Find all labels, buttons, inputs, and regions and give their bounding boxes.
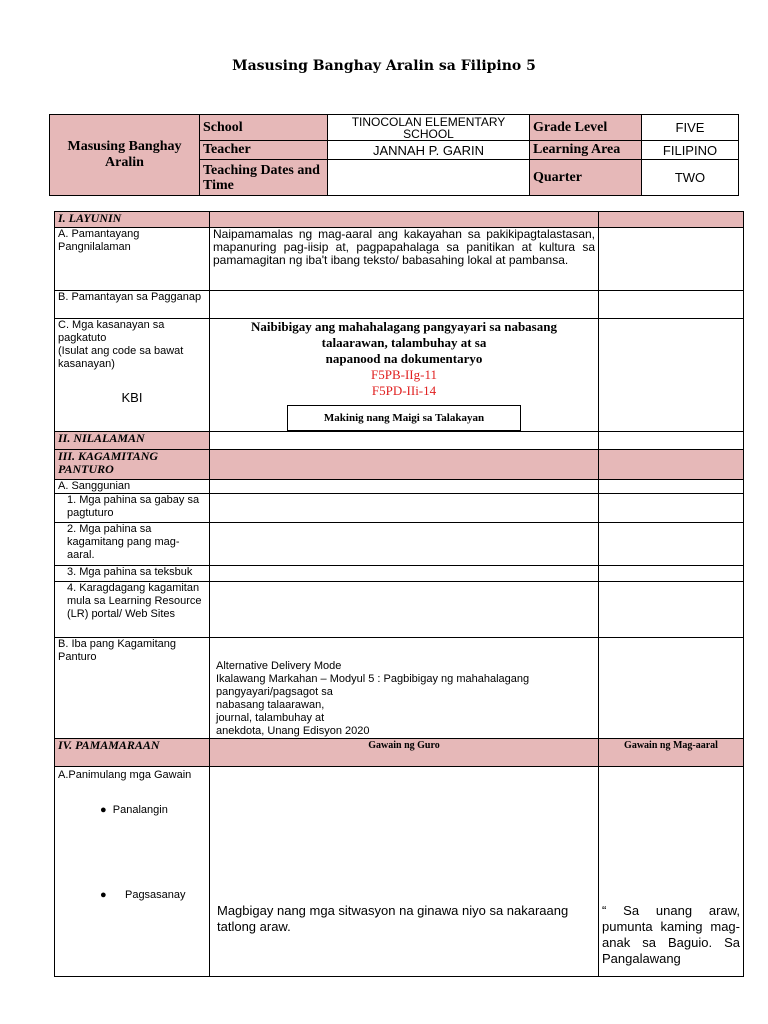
teacher-label: Teacher — [200, 141, 328, 160]
adm-line-4: journal, talambuhay at — [216, 712, 325, 724]
header-table — [49, 114, 739, 196]
bullet-pagsasanay: ● Pagsasanay — [100, 889, 186, 901]
header-left-label: Masusing Banghay Aralin — [50, 115, 200, 196]
bullet-panalangin: ● Panalangin — [100, 804, 168, 816]
sanggunian-label: A. Sanggunian — [55, 480, 210, 494]
panimulang-gawain-cell — [55, 767, 210, 977]
adm-line-5: anekdota, Unang Edisyon 2020 — [216, 725, 370, 737]
gawain-guro-cell — [210, 767, 599, 977]
kbi-box: Makinig nang Maigi sa Talakayan — [287, 405, 521, 431]
gawain-magaaral-cell — [599, 767, 744, 977]
area-value: FILIPINO — [642, 141, 739, 160]
objective-line-1: Naibibigay ang mahahalagang pangyayari sa nabasang — [251, 319, 557, 334]
iba-pang-kagamitan-text — [210, 638, 599, 739]
teacher-value: JANNAH P. GARIN — [328, 141, 530, 160]
col-gawain-guro: Gawain ng Guro — [210, 739, 599, 767]
objective-line-3: napanood na dokumentaryo — [325, 351, 483, 366]
iba-pang-kagamitan-label: B. Iba pang Kagamitang Panturo — [55, 638, 210, 739]
school-label: School — [200, 115, 328, 141]
pagsasanay-label: Pagsasanay — [124, 889, 186, 901]
objective-line-2: talaarawan, talambuhay at sa — [321, 335, 487, 350]
area-label: Learning Area — [530, 141, 642, 160]
section-layunin: I. LAYUNIN — [55, 212, 210, 228]
adm-line-2: Ikalawang Markahan – Modyul 5 : Pagbibigay ng mahahalagang pangyayari/pagsagot sa — [216, 673, 530, 698]
gabay-label: 1. Mga pahina sa gabay sa pagtuturo — [55, 494, 210, 523]
kasanayan-note: (Isulat ang code sa bawat kasanayan) — [58, 345, 184, 370]
page-title: Masusing Banghay Aralin sa Filipino 5 — [232, 58, 536, 74]
pamantayang-pangnilalaman-label: A. Pamantayang Pangnilalaman — [55, 228, 210, 291]
school-value: TINOCOLAN ELEMENTARY SCHOOL — [328, 115, 530, 141]
section-kagamitang: III. KAGAMITANG PANTURO — [55, 450, 210, 480]
guro-text: Magbigay nang mga sitwasyon na ginawa niyo sa nakaraang tatlong araw. — [217, 903, 569, 934]
dates-label: Teaching Dates and Time — [200, 160, 328, 196]
pamantayang-pangnilalaman-text: Naipamamalas ng mag-aaral ang kakayahan sa pakikipagtalastasan, mapanuring pag-iisip at, pagpapahalaga sa panitikan at kultura sa pamamagitan ng iba't ibang teksto/ babasahing lokal at pambansa. — [210, 228, 599, 291]
section-pamamaraan: IV. PAMAMARAAN — [55, 739, 210, 767]
adm-line-3: nabasang talaarawan, — [216, 699, 325, 711]
lesson-plan-table — [54, 211, 744, 977]
magaaral-text: “ Sa unang araw, pumunta kaming mag-anak sa Baguio. Sa Pangalawang — [602, 903, 740, 966]
competency-code-1: F5PB-IIg-11 — [371, 367, 437, 382]
col-gawain-magaaral: Gawain ng Mag-aaral — [599, 739, 744, 767]
lr-portal-label: 4. Karagdagang kagamitan mula sa Learning Resource (LR) portal/ Web Sites — [55, 582, 210, 638]
dates-value — [328, 160, 530, 196]
panimulang-gawain-label: A.Panimulang mga Gawain — [58, 769, 192, 781]
kasanayan-cell — [55, 319, 210, 432]
adm-line-1: Alternative Delivery Mode — [216, 660, 342, 672]
quarter-label: Quarter — [530, 160, 642, 196]
kasanayan-label: C. Mga kasanayan sa pagkatuto — [58, 319, 165, 344]
grade-value: FIVE — [642, 115, 739, 141]
kbi-label: KBI — [121, 390, 143, 405]
kagamitang-pang-magaaral-label: 2. Mga pahina sa kagamitang pang mag-aaral. — [55, 523, 210, 566]
section-nilalaman: II. NILALAMAN — [55, 432, 210, 450]
teksbuk-label: 3. Mga pahina sa teksbuk — [55, 566, 210, 582]
competency-code-2: F5PD-IIi-14 — [371, 383, 437, 398]
grade-label: Grade Level — [530, 115, 642, 141]
quarter-value: TWO — [642, 160, 739, 196]
pamantayan-pagganap-label: B. Pamantayan sa Pagganap — [55, 291, 210, 319]
objective-cell — [210, 319, 599, 432]
panalangin-label: Panalangin — [112, 804, 168, 816]
